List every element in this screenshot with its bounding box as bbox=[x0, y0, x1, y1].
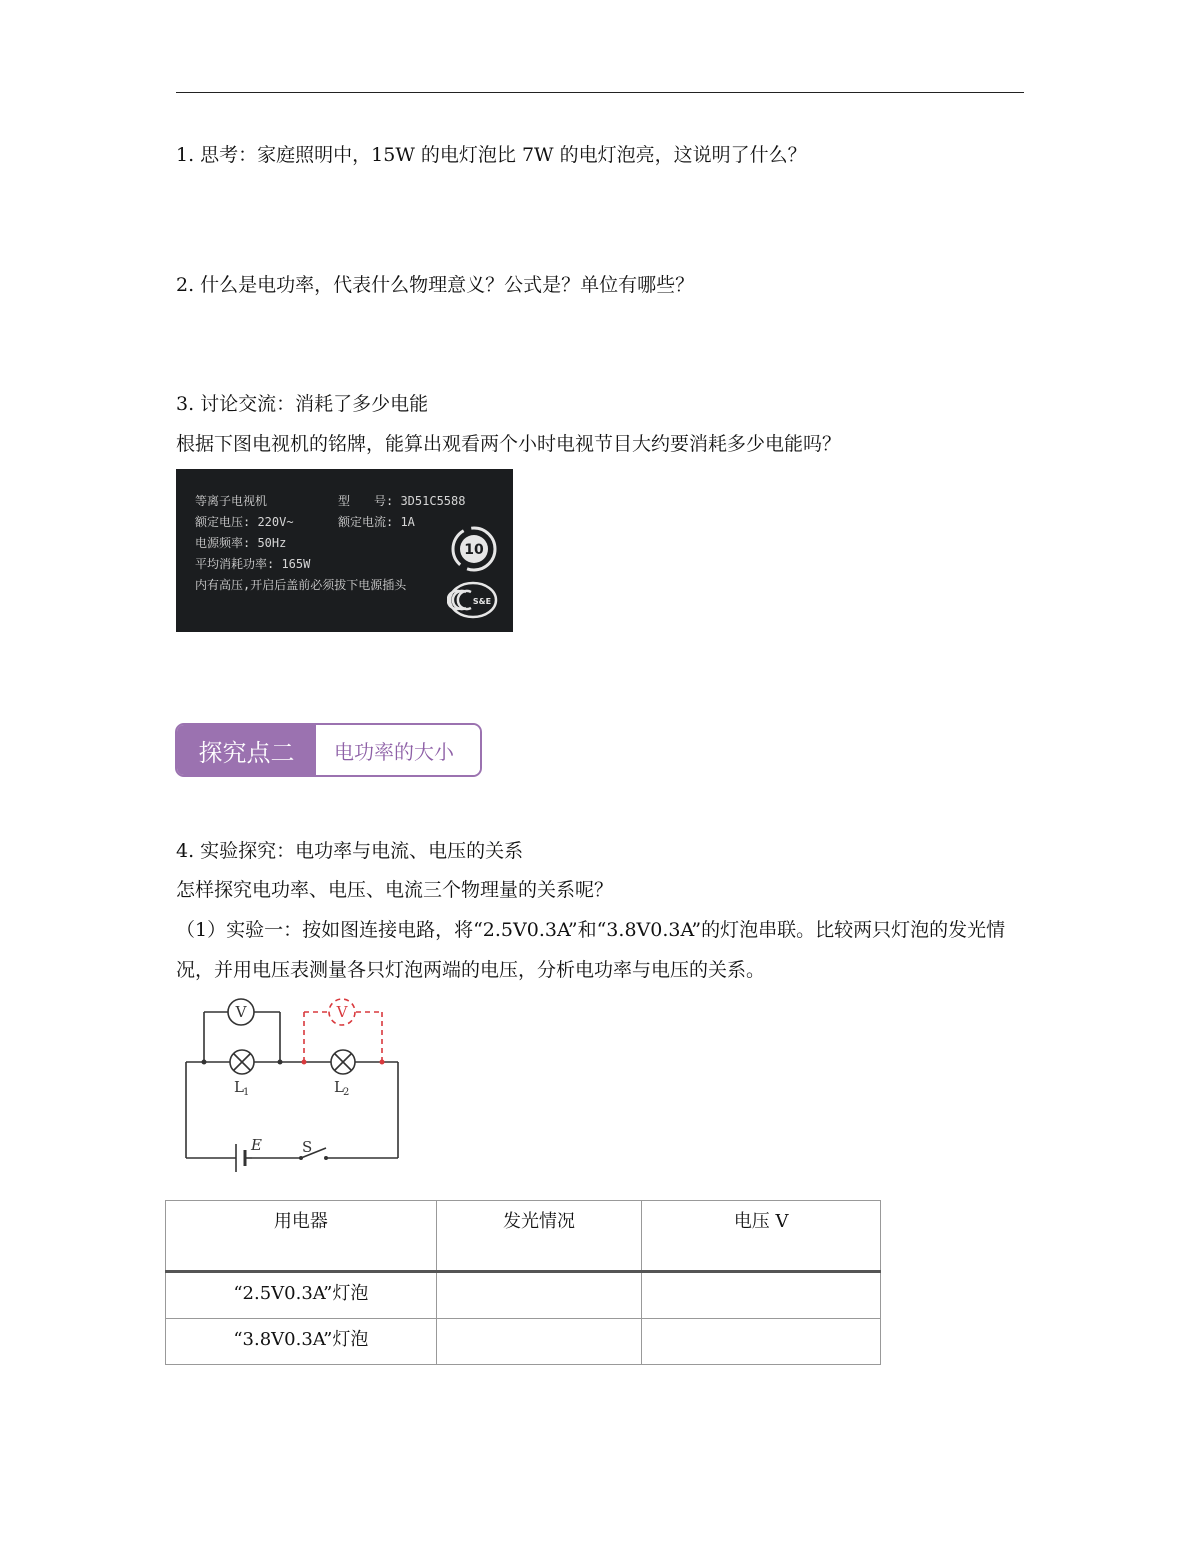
table-header-cell: 用电器 bbox=[166, 1201, 437, 1272]
seal-10-text: 10 bbox=[464, 542, 484, 558]
header-rule bbox=[176, 92, 1024, 93]
table-header-cell: 发光情况 bbox=[436, 1201, 642, 1272]
table-cell[interactable] bbox=[642, 1319, 881, 1365]
voltmeter-2-label: V bbox=[336, 1003, 348, 1021]
plate-voltage: 额定电压: 220V~ bbox=[195, 515, 294, 529]
plate-power: 平均消耗功率: 165W bbox=[195, 557, 311, 571]
plate-warning: 内有高压,开启后盖前必须拔下电源插头 bbox=[195, 578, 407, 592]
battery-label: E bbox=[251, 1136, 262, 1154]
table-row bbox=[166, 1319, 881, 1365]
environment-10-seal-icon bbox=[448, 523, 500, 575]
section-banner bbox=[175, 723, 482, 777]
question-3: 3. 讨论交流：消耗了多少电能 bbox=[176, 393, 429, 415]
table-row bbox=[166, 1272, 881, 1319]
table-header-cell: 电压 V bbox=[642, 1201, 881, 1272]
plate-frequency: 电源频率: 50Hz bbox=[195, 536, 287, 550]
lamp-2-label: L bbox=[334, 1078, 344, 1096]
ccc-text: S&E bbox=[472, 597, 492, 606]
voltmeter-1-label: V bbox=[235, 1003, 247, 1021]
section-label: 探究点二 bbox=[177, 725, 316, 775]
table-cell[interactable] bbox=[642, 1272, 881, 1319]
question-2: 2. 什么是电功率，代表什么物理意义？公式是？单位有哪些？ bbox=[176, 274, 695, 296]
lamp-2-subscript: 2 bbox=[343, 1087, 350, 1098]
ccc-certification-icon bbox=[447, 580, 499, 620]
tv-nameplate bbox=[176, 469, 513, 632]
circuit-diagram bbox=[176, 992, 416, 1182]
question-4-question: 怎样探究电功率、电压、电流三个物理量的关系呢？ bbox=[176, 879, 614, 901]
question-4-title: 4. 实验探究：电功率与电流、电压的关系 bbox=[176, 840, 524, 862]
table-cell: “2.5V0.3A”灯泡 bbox=[166, 1272, 437, 1319]
question-1: 1. 思考：家庭照明中，15W 的电灯泡比 7W 的电灯泡亮，这说明了什么？ bbox=[176, 144, 807, 166]
table-cell: “3.8V0.3A”灯泡 bbox=[166, 1319, 437, 1365]
result-table bbox=[165, 1200, 881, 1365]
lamp-1-subscript: 1 bbox=[243, 1087, 250, 1098]
section-title: 电功率的大小 bbox=[316, 725, 480, 775]
experiment-1-text: （1）实验一：按如图连接电路，将“2.5V0.3A”和“3.8V0.3A”的灯泡串联。比较两只灯泡的发光情况，并用电压表测量各只灯泡两端的电压，分析电功率与电压的关系。 bbox=[176, 919, 1006, 981]
switch-label: S bbox=[302, 1138, 313, 1156]
table-header-row bbox=[166, 1201, 881, 1272]
question-3-sub: 根据下图电视机的铭牌，能算出观看两个小时电视节目大约要消耗多少电能吗？ bbox=[176, 433, 842, 455]
plate-current: 额定电流: 1A bbox=[338, 515, 415, 529]
table-cell[interactable] bbox=[436, 1272, 642, 1319]
lamp-1-label: L bbox=[234, 1078, 244, 1096]
table-cell[interactable] bbox=[436, 1319, 642, 1365]
plate-model: 型 号: 3D51C5588 bbox=[338, 494, 466, 508]
plate-name: 等离子电视机 bbox=[195, 494, 268, 508]
